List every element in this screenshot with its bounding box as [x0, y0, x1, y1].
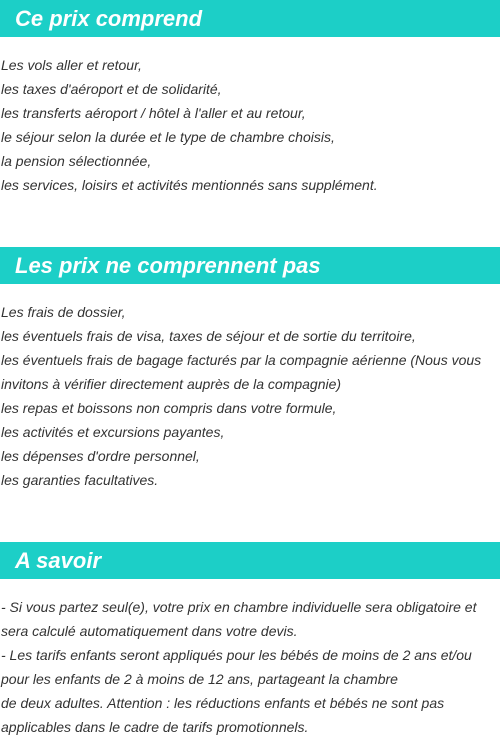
list-item: - Les tarifs enfants seront appliqués pour les bébés de moins de 2 ans et/ou pour les enfants de 2 à moins de 12 ans, partageant la chambre — [1, 647, 472, 687]
list-item: Les vols aller et retour, — [1, 57, 142, 73]
section-content — [0, 53, 500, 197]
section-good-to-know — [0, 542, 500, 739]
list-item: les éventuels frais de bagage facturés par la compagnie aérienne (Nous vous invitons à vérifier directement auprès de la compagnie) — [1, 352, 482, 392]
section-price-includes — [0, 0, 500, 197]
list-item: Les frais de dossier, — [1, 304, 126, 320]
list-item: les transferts aéroport / hôtel à l'aller et au retour, — [1, 105, 306, 121]
section-title: Ce prix comprend — [0, 0, 500, 37]
section-title: A savoir — [0, 542, 500, 579]
list-item: les dépenses d'ordre personnel, — [1, 448, 200, 464]
list-item: les éventuels frais de visa, taxes de séjour et de sortie du territoire, — [1, 328, 416, 344]
list-item: la pension sélectionnée, — [1, 153, 152, 169]
list-item: le séjour selon la durée et le type de chambre choisis, — [1, 129, 335, 145]
list-item: les services, loisirs et activités mentionnés sans supplément. — [1, 177, 378, 193]
section-content — [0, 300, 500, 492]
list-item: les repas et boissons non compris dans votre formule, — [1, 400, 337, 416]
section-content — [0, 595, 500, 739]
section-title: Les prix ne comprennent pas — [0, 247, 500, 284]
list-item: les activités et excursions payantes, — [1, 424, 225, 440]
list-item: - Si vous partez seul(e), votre prix en chambre individuelle sera obligatoire et sera calculé automatiquement dans votre devis. — [1, 599, 477, 639]
list-item: les garanties facultatives. — [1, 472, 159, 488]
section-price-excludes — [0, 247, 500, 492]
list-item: les taxes d'aéroport et de solidarité, — [1, 81, 222, 97]
list-item: de deux adultes. Attention : les réductions enfants et bébés ne sont pas applicables dans le cadre de tarifs promotionnels. — [1, 695, 445, 735]
